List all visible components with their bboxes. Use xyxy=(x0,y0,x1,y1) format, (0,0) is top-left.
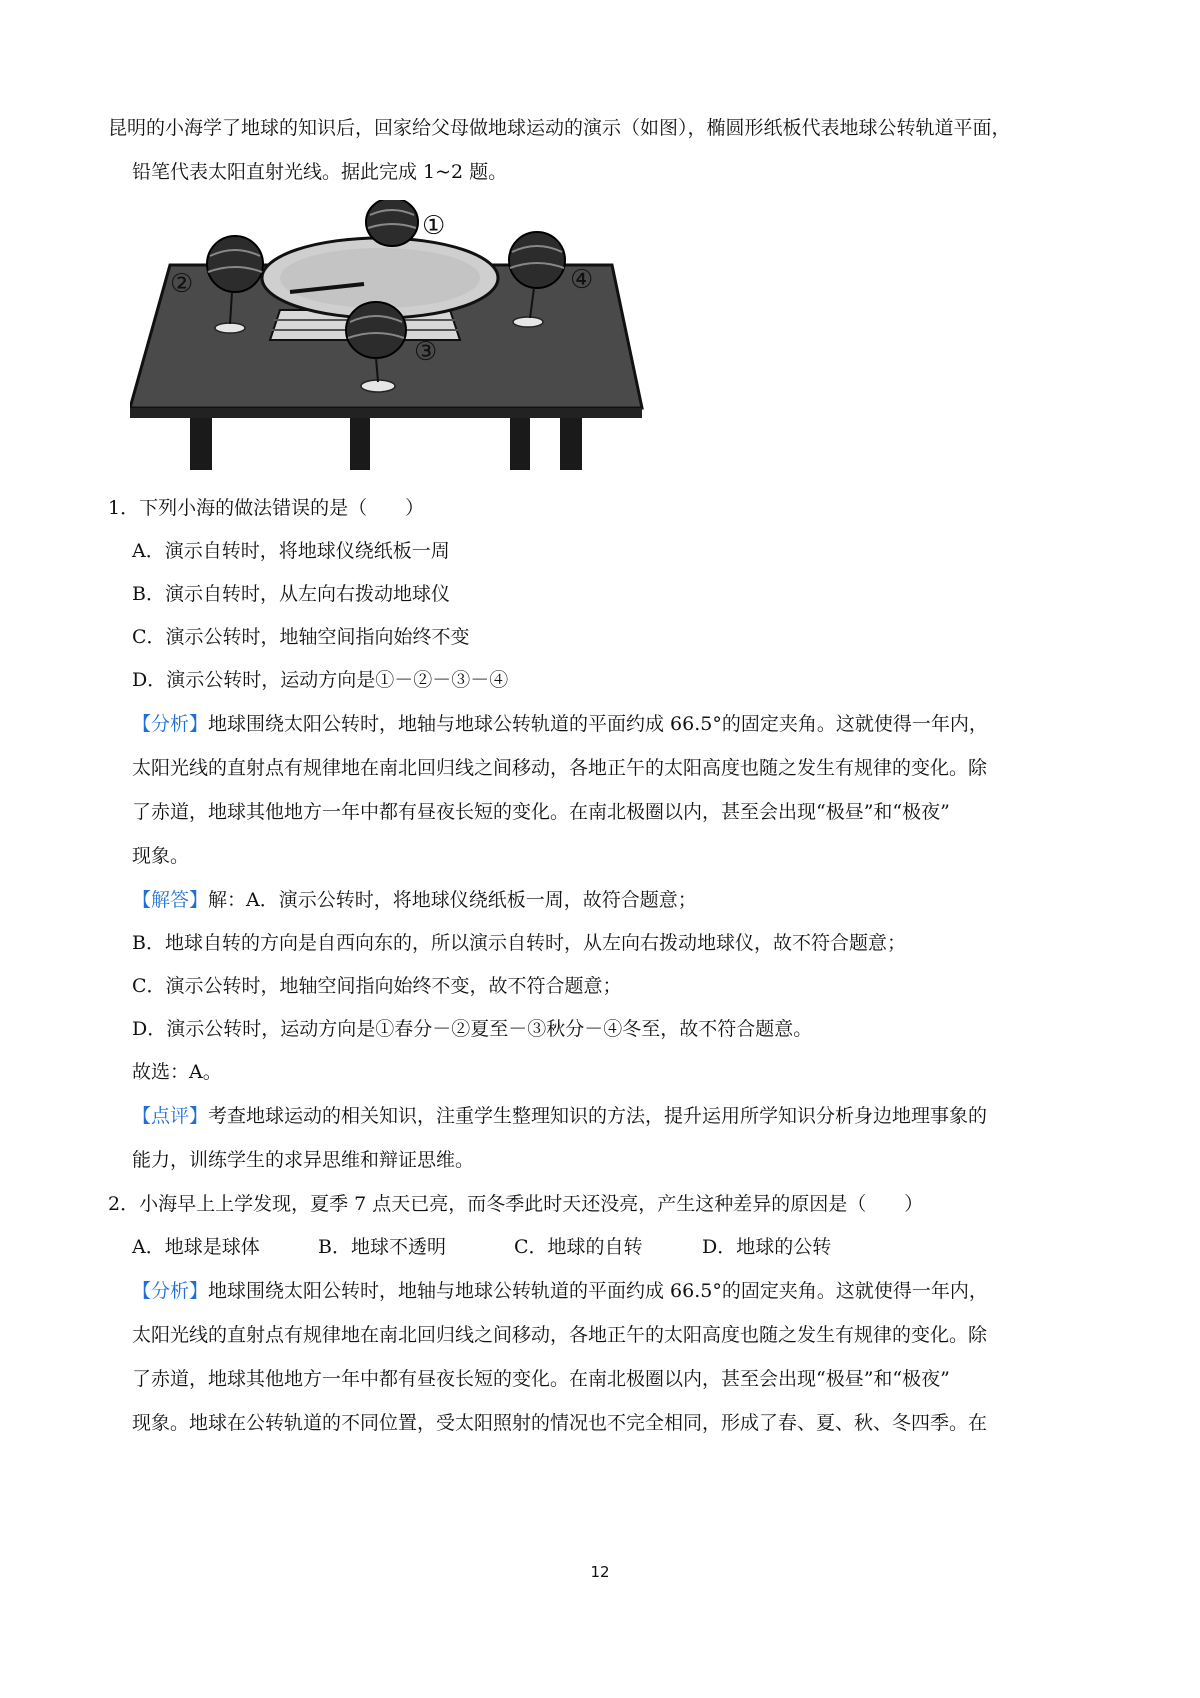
q2-analysis-line-3: 了赤道，地球其他地方一年中都有昼夜长短的变化。在南北极圈以内，甚至会出现“极昼”和“极夜” xyxy=(132,1368,950,1390)
q1-analysis-line-1: 【分析】地球围绕太阳公转时，地轴与地球公转轨道的平面约成 66.5°的固定夹角。这就使得一年内， xyxy=(132,713,988,735)
q2-option-b: B．地球不透明 xyxy=(318,1236,446,1258)
table-globes-illustration xyxy=(130,200,660,500)
earth-motion-figure xyxy=(130,200,660,500)
q2-analysis-line-2: 太阳光线的直射点有规律地在南北回归线之间移动，各地正午的太阳高度也随之发生有规律的变化。除 xyxy=(132,1324,988,1346)
q1-analysis-tag: 【分析】 xyxy=(132,713,209,735)
q1-answer-line-5: 故选：A。 xyxy=(132,1061,222,1083)
figure-label-3: ③ xyxy=(414,337,438,367)
page-number: 12 xyxy=(590,1563,610,1581)
q1-answer-line-3: C．演示公转时，地轴空间指向始终不变，故不符合题意； xyxy=(132,975,622,997)
q1-answer-line-2: B．地球自转的方向是自西向东的，所以演示自转时，从左向右拨动地球仪，故不符合题意； xyxy=(132,932,906,954)
q1-review-line-1: 【点评】考查地球运动的相关知识，注重学生整理知识的方法，提升运用所学知识分析身边地理事象的 xyxy=(132,1105,988,1127)
q2-stem: 2．小海早上上学发现，夏季 7 点天已亮，而冬季此时天还没亮，产生这种差异的原因是（ ） xyxy=(108,1193,924,1215)
q2-analysis-line-4: 现象。地球在公转轨道的不同位置，受太阳照射的情况也不完全相同，形成了春、夏、秋、冬四季。在 xyxy=(132,1412,988,1434)
intro-line-1: 昆明的小海学了地球的知识后，回家给父母做地球运动的演示（如图），椭圆形纸板代表地球公转轨道平面， xyxy=(108,117,1011,139)
q1-review-tag: 【点评】 xyxy=(132,1105,209,1127)
q2-option-a: A．地球是球体 xyxy=(132,1236,260,1258)
q1-option-a: A．演示自转时，将地球仪绕纸板一周 xyxy=(132,540,450,562)
q1-stem: 1．下列小海的做法错误的是（ ） xyxy=(108,497,425,519)
q1-analysis-line-2: 太阳光线的直射点有规律地在南北回归线之间移动，各地正午的太阳高度也随之发生有规律的变化。除 xyxy=(132,757,988,779)
q2-option-c: C．地球的自转 xyxy=(514,1236,643,1258)
q2-analysis-line-1: 【分析】地球围绕太阳公转时，地轴与地球公转轨道的平面约成 66.5°的固定夹角。这就使得一年内， xyxy=(132,1280,988,1302)
q2-option-d: D．地球的公转 xyxy=(702,1236,832,1258)
figure-label-1: ① xyxy=(422,211,446,241)
q1-review-line-2: 能力，训练学生的求异思维和辩证思维。 xyxy=(132,1149,475,1171)
figure-label-4: ④ xyxy=(570,265,594,295)
q1-option-d: D．演示公转时，运动方向是①－②－③－④ xyxy=(132,669,509,691)
q2-analysis-tag: 【分析】 xyxy=(132,1280,209,1302)
q1-answer-line-1: 【解答】解：A．演示公转时，将地球仪绕纸板一周，故符合题意； xyxy=(132,889,697,911)
q1-analysis-line-4: 现象。 xyxy=(132,845,190,867)
q1-analysis-line-3: 了赤道，地球其他地方一年中都有昼夜长短的变化。在南北极圈以内，甚至会出现“极昼”和“极夜” xyxy=(132,801,950,823)
q1-option-c: C．演示公转时，地轴空间指向始终不变 xyxy=(132,626,470,648)
intro-line-2: 铅笔代表太阳直射光线。据此完成 1~2 题。 xyxy=(132,161,508,183)
q1-option-b: B．演示自转时，从左向右拨动地球仪 xyxy=(132,583,450,605)
figure-label-2: ② xyxy=(170,269,194,299)
q1-answer-line-4: D．演示公转时，运动方向是①春分－②夏至－③秋分－④冬至，故不符合题意。 xyxy=(132,1018,813,1040)
q1-answer-tag: 【解答】 xyxy=(132,889,209,911)
